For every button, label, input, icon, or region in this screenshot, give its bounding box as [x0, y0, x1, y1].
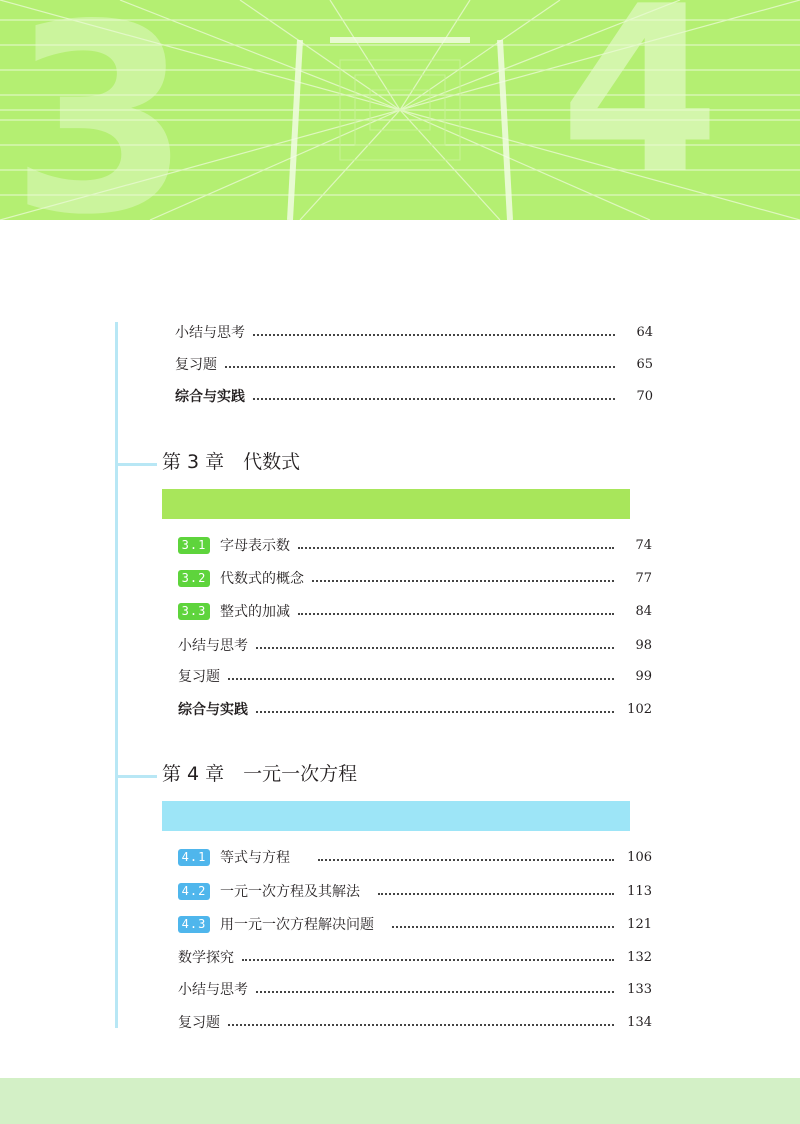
- leader-dots: [298, 547, 614, 549]
- toc-entry-page: 65: [636, 356, 653, 372]
- header-banner: [0, 0, 800, 220]
- toc-entry-page: 121: [627, 916, 652, 932]
- chapter-4-title[interactable]: 第 4 章 一元一次方程: [162, 763, 358, 785]
- chapter-4-connector: [115, 775, 157, 778]
- toc-entry-page: 106: [627, 849, 652, 865]
- leader-dots: [253, 334, 615, 336]
- toc-entry-label: 用一元一次方程解决问题: [220, 917, 374, 933]
- toc-entry-label: 数学探究: [178, 950, 234, 966]
- leader-dots: [378, 893, 614, 895]
- toc-entry-3-2[interactable]: [178, 568, 652, 588]
- leader-dots: [256, 991, 614, 993]
- toc-entry-practice-ch2[interactable]: [175, 386, 653, 406]
- leader-dots: [318, 859, 614, 861]
- toc-entry-label: 一元一次方程及其解法: [220, 884, 360, 900]
- toc-entry-label: 字母表示数: [220, 538, 290, 554]
- toc-entry-exploration-ch4[interactable]: [178, 947, 652, 967]
- toc-entry-page: 113: [627, 883, 652, 899]
- toc-entry-page: 84: [635, 603, 652, 619]
- toc-entry-review-ch2[interactable]: [175, 354, 653, 374]
- toc-entry-3-3[interactable]: [178, 601, 652, 621]
- section-number-badge: 4.2: [178, 883, 210, 900]
- toc-entry-3-1[interactable]: [178, 535, 652, 555]
- leader-dots: [256, 647, 614, 649]
- chapter-3-connector: [115, 463, 157, 466]
- toc-entry-page: 74: [635, 537, 652, 553]
- toc-entry-page: 70: [636, 388, 653, 404]
- leader-dots: [392, 926, 614, 928]
- toc-entry-label: 小结与思考: [178, 982, 248, 998]
- toc-entry-page: 98: [635, 637, 652, 653]
- toc-entry-4-2[interactable]: [178, 881, 652, 901]
- chapter-3-digit: 3: [10, 0, 191, 220]
- leader-dots: [228, 1024, 614, 1026]
- toc-entry-label: 小结与思考: [178, 638, 248, 654]
- chapter-4-bar: [162, 801, 630, 831]
- section-number-badge: 3.3: [178, 603, 210, 620]
- footer-band: [0, 1078, 800, 1124]
- chapter-4-digit: 4: [560, 0, 721, 220]
- chapter-3-bar: [162, 489, 630, 519]
- toc-entry-page: 64: [636, 324, 653, 340]
- toc-entry-label: 复习题: [175, 357, 217, 373]
- toc-entry-label: 小结与思考: [175, 325, 245, 341]
- leader-dots: [253, 398, 615, 400]
- toc-entry-summary-ch3[interactable]: [178, 635, 652, 655]
- section-number-badge: 4.1: [178, 849, 210, 866]
- leader-dots: [225, 366, 615, 368]
- toc-entry-page: 133: [627, 981, 652, 997]
- toc-entry-label: 综合与实践: [175, 389, 245, 405]
- toc-side-line: [115, 322, 118, 1028]
- leader-dots: [312, 580, 614, 582]
- leader-dots: [228, 678, 614, 680]
- toc-entry-summary-ch2[interactable]: [175, 322, 653, 342]
- toc-entry-summary-ch4[interactable]: [178, 979, 652, 999]
- toc-entry-label: 代数式的概念: [220, 571, 304, 587]
- toc-entry-label: 综合与实践: [178, 702, 248, 718]
- toc-entry-label: 复习题: [178, 1015, 220, 1031]
- section-number-badge: 4.3: [178, 916, 210, 933]
- leader-dots: [298, 613, 614, 615]
- toc-entry-page: 102: [627, 701, 652, 717]
- toc-entry-page: 134: [627, 1014, 652, 1030]
- toc-entry-review-ch4[interactable]: [178, 1012, 652, 1032]
- leader-dots: [256, 711, 614, 713]
- chapter-3-title[interactable]: 第 3 章 代数式: [162, 451, 301, 473]
- building-illustration: [0, 0, 800, 220]
- section-number-badge: 3.2: [178, 570, 210, 587]
- toc-entry-page: 77: [635, 570, 652, 586]
- toc-entry-label: 复习题: [178, 669, 220, 685]
- toc-entry-4-3[interactable]: [178, 914, 652, 934]
- section-number-badge: 3.1: [178, 537, 210, 554]
- leader-dots: [242, 959, 614, 961]
- toc-entry-label: 整式的加减: [220, 604, 290, 620]
- toc-entry-page: 99: [635, 668, 652, 684]
- toc-entry-4-1[interactable]: [178, 847, 652, 867]
- toc-entry-page: 132: [627, 949, 652, 965]
- toc-entry-label: 等式与方程: [220, 850, 290, 866]
- toc-entry-review-ch3[interactable]: [178, 666, 652, 686]
- toc-entry-practice-ch3[interactable]: [178, 699, 652, 719]
